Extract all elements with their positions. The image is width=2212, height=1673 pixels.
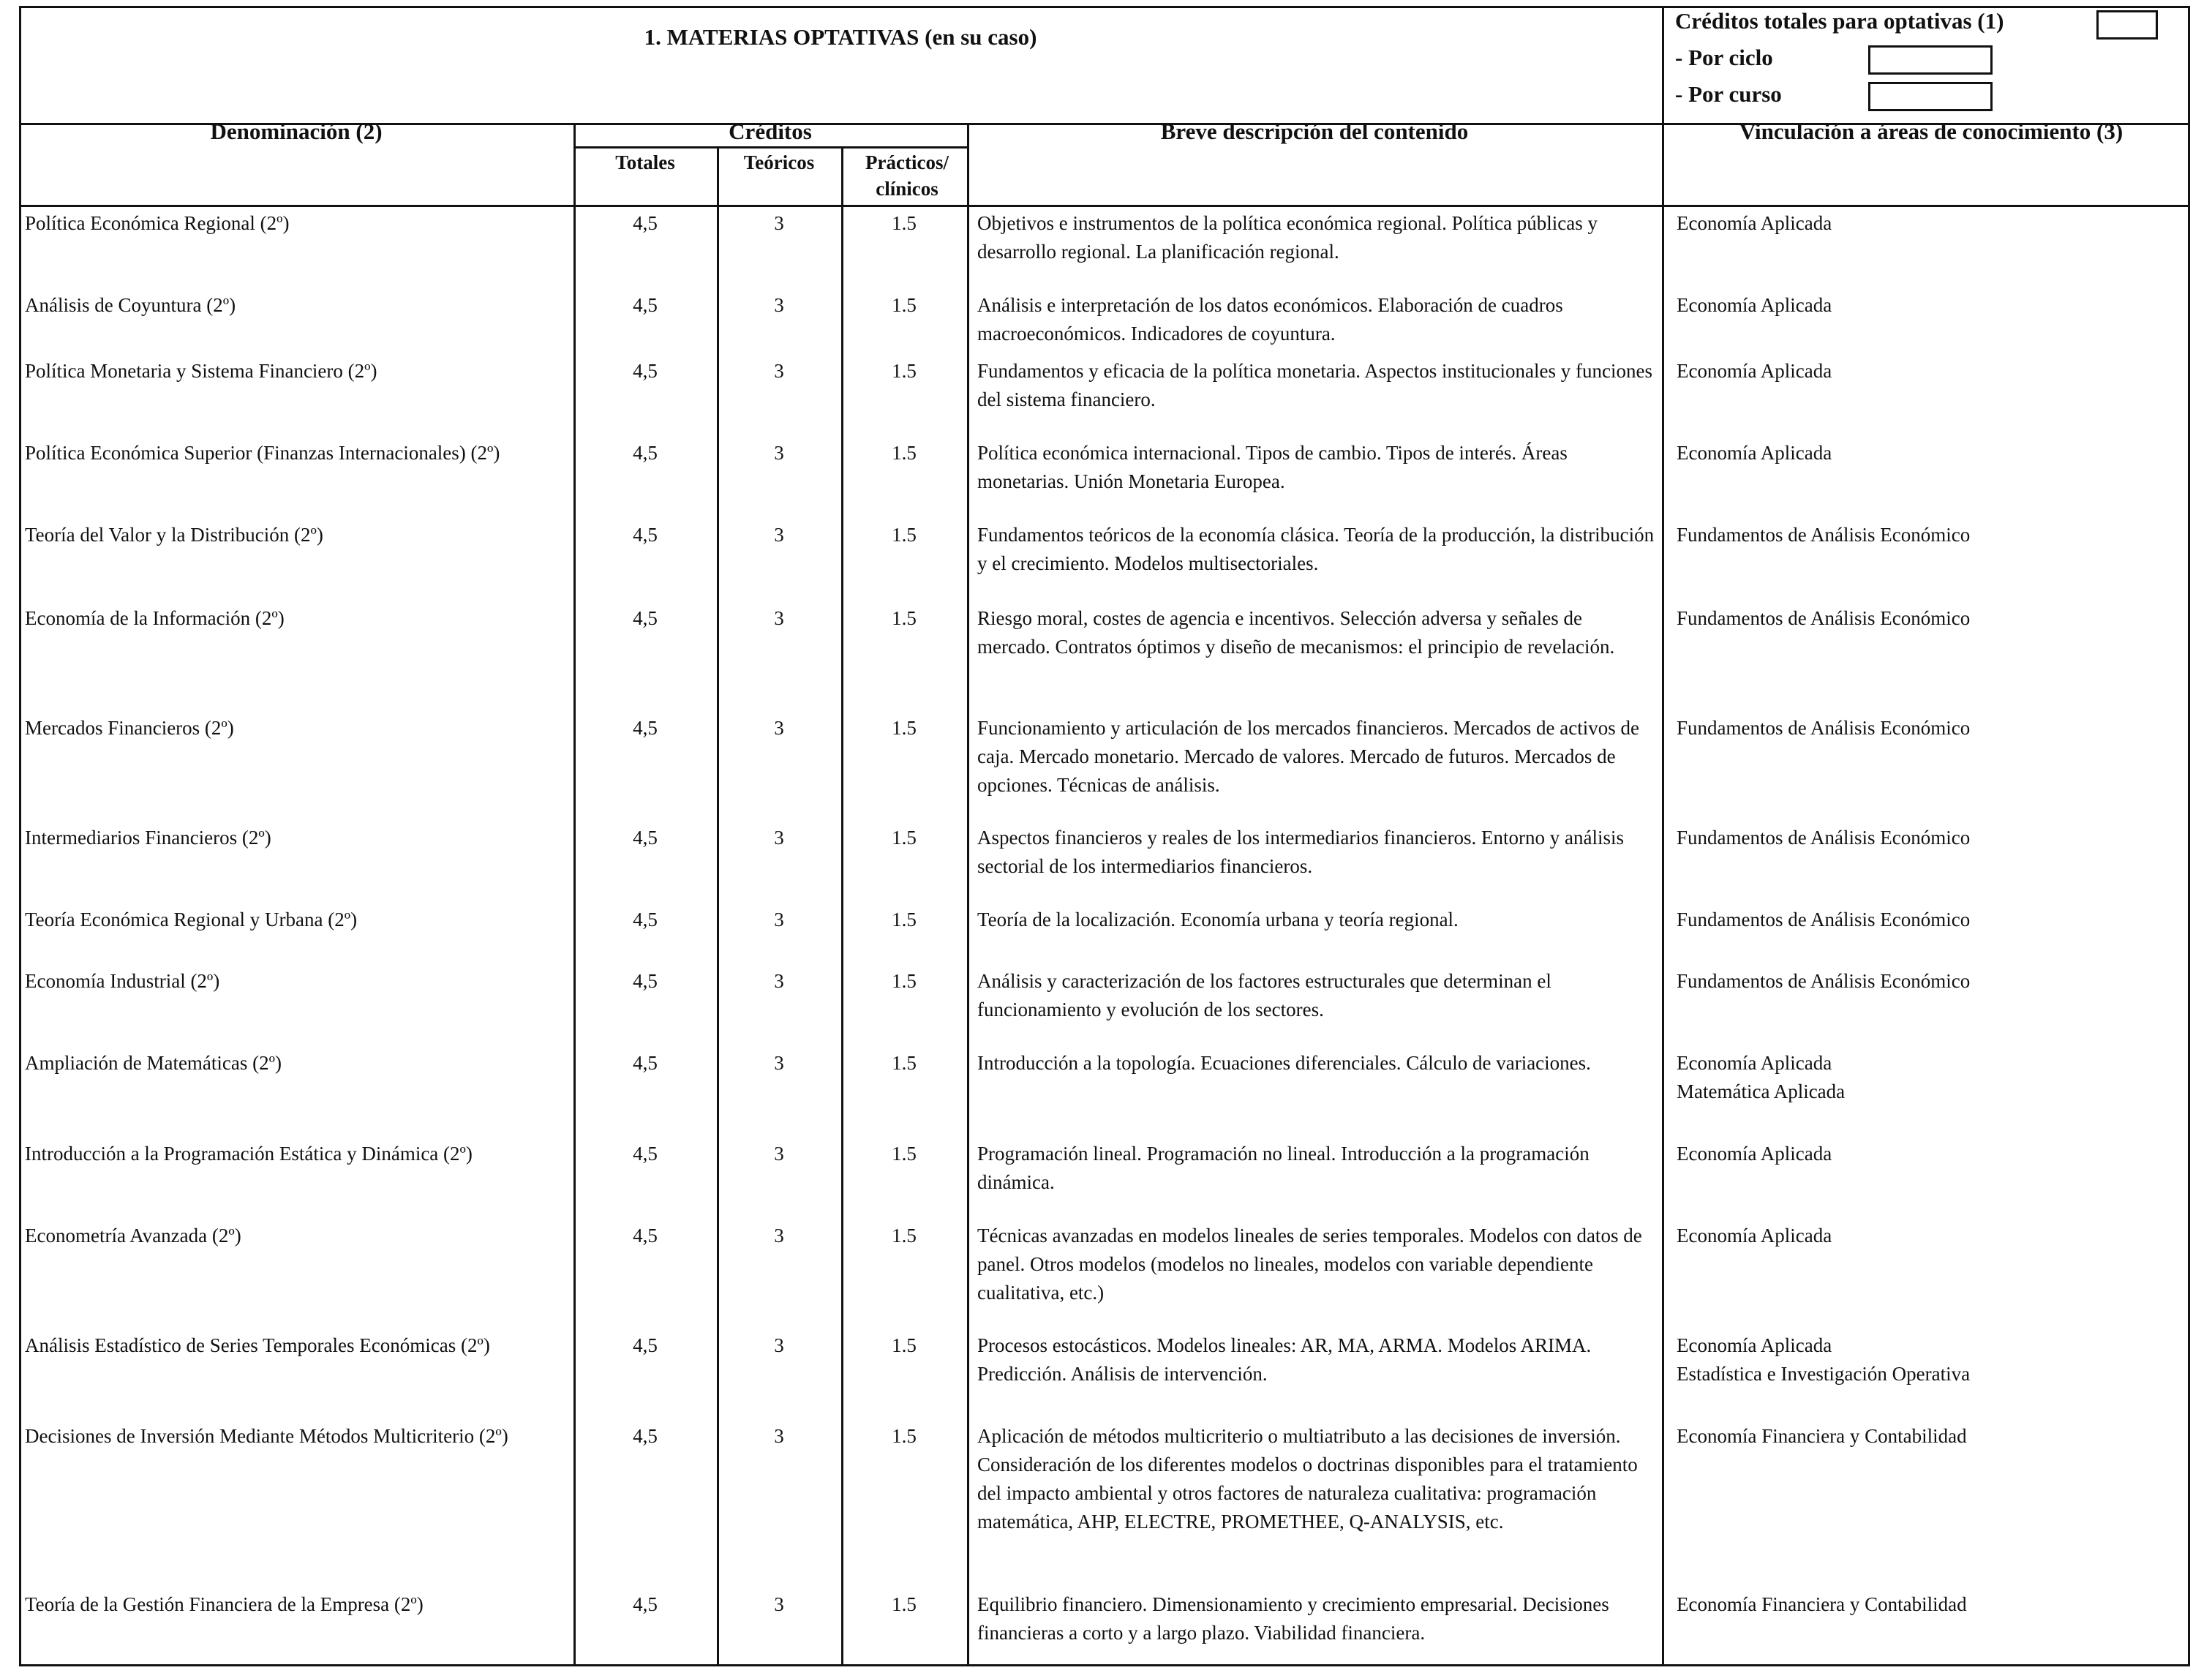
row-5-practicos: 1.5 (892, 524, 917, 546)
row-11-desc: Introducción a la topología. Ecuaciones diferenciales. Cálculo de variaciones. (977, 1052, 1591, 1074)
row-15-practicos: 1.5 (892, 1425, 917, 1447)
row-14-area: Economía Aplicada Estadística e Investigación Operativa (1677, 1334, 1971, 1385)
col-header-descripcion: Breve descripción del contenido (1160, 119, 1469, 144)
row-1-name: Política Económica Regional (2º) (25, 212, 290, 234)
row-3-area: Economía Aplicada (1677, 360, 1832, 382)
row-10-teoricos: 3 (774, 970, 784, 992)
row-8-practicos: 1.5 (892, 827, 917, 849)
row-5-teoricos: 3 (774, 524, 784, 546)
row-13-area: Economía Aplicada (1677, 1225, 1832, 1247)
row-16-area: Economía Financiera y Contabilidad (1677, 1593, 1967, 1615)
row-5-name: Teoría del Valor y la Distribución (2º) (25, 524, 323, 546)
row-16-teoricos: 3 (774, 1593, 784, 1615)
row-14-teoricos: 3 (774, 1334, 784, 1356)
row-11-name: Ampliación de Matemáticas (2º) (25, 1052, 282, 1074)
col-header-creditos: Créditos (729, 119, 812, 144)
row-6-name: Economía de la Información (2º) (25, 607, 285, 629)
por-curso-field[interactable] (1868, 82, 1993, 111)
row-11-teoricos: 3 (774, 1052, 784, 1074)
row-13-teoricos: 3 (774, 1225, 784, 1247)
row-10-totales: 4,5 (633, 970, 658, 992)
row-3-desc: Fundamentos y eficacia de la política monetaria. Aspectos institucionales y funciones del sistema financiero. (977, 360, 1652, 410)
row-13-totales: 4,5 (633, 1225, 658, 1247)
row-2-totales: 4,5 (633, 294, 658, 316)
row-15-name: Decisiones de Inversión Mediante Métodos Multicriterio (2º) (25, 1425, 508, 1447)
row-7-name: Mercados Financieros (2º) (25, 717, 234, 739)
row-9-desc: Teoría de la localización. Economía urbana y teoría regional. (977, 909, 1459, 931)
row-3-name: Política Monetaria y Sistema Financiero (2º) (25, 360, 377, 382)
row-14-name: Análisis Estadístico de Series Temporales Económicas (2º) (25, 1334, 490, 1356)
row-5-desc: Fundamentos teóricos de la economía clásica. Teoría de la producción, la distribución y el crecimiento. Modelos multisectoriales. (977, 524, 1655, 574)
row-9-practicos: 1.5 (892, 909, 917, 931)
col-header-denominacion: Denominación (2) (210, 119, 383, 144)
row-4-name: Política Económica Superior (Finanzas Internacionales) (2º) (25, 442, 500, 464)
row-8-teoricos: 3 (774, 827, 784, 849)
row-4-desc: Política económica internacional. Tipos de cambio. Tipos de interés. Áreas monetarias. Unión Monetaria Europea. (977, 442, 1568, 492)
row-8-totales: 4,5 (633, 827, 658, 849)
row-12-totales: 4,5 (633, 1143, 658, 1165)
por-ciclo-label: - Por ciclo (1675, 45, 1773, 70)
row-11-practicos: 1.5 (892, 1052, 917, 1074)
row-13-practicos: 1.5 (892, 1225, 917, 1247)
row-6-teoricos: 3 (774, 607, 784, 629)
row-9-area: Fundamentos de Análisis Económico (1677, 909, 1971, 931)
row-13-name: Econometría Avanzada (2º) (25, 1225, 241, 1247)
row-11-totales: 4,5 (633, 1052, 658, 1074)
row-1-desc: Objetivos e instrumentos de la política económica regional. Política públicas y desarrollo regional. La planificación regional. (977, 212, 1598, 263)
row-6-practicos: 1.5 (892, 607, 917, 629)
row-5-totales: 4,5 (633, 524, 658, 546)
row-6-totales: 4,5 (633, 607, 658, 629)
row-16-desc: Equilibrio financiero. Dimensionamiento y crecimiento empresarial. Decisiones financieras a corto y a largo plazo. Viabilidad financiera. (977, 1593, 1609, 1644)
row-1-area: Economía Aplicada (1677, 212, 1832, 234)
col-header-vinculacion: Vinculación a áreas de conocimiento (3) (1739, 119, 2123, 144)
row-4-teoricos: 3 (774, 442, 784, 464)
row-4-totales: 4,5 (633, 442, 658, 464)
row-2-desc: Análisis e interpretación de los datos económicos. Elaboración de cuadros macroeconómicos. Indicadores de coyuntura. (977, 294, 1563, 345)
row-9-name: Teoría Económica Regional y Urbana (2º) (25, 909, 358, 931)
row-2-name: Análisis de Coyuntura (2º) (25, 294, 236, 316)
row-12-teoricos: 3 (774, 1143, 784, 1165)
row-3-teoricos: 3 (774, 360, 784, 382)
row-4-practicos: 1.5 (892, 442, 917, 464)
row-7-practicos: 1.5 (892, 717, 917, 739)
por-curso-label: - Por curso (1675, 81, 1782, 107)
row-16-totales: 4,5 (633, 1593, 658, 1615)
row-14-practicos: 1.5 (892, 1334, 917, 1356)
row-5-area: Fundamentos de Análisis Económico (1677, 524, 1971, 546)
row-6-area: Fundamentos de Análisis Económico (1677, 607, 1971, 629)
row-2-area: Economía Aplicada (1677, 294, 1832, 316)
row-1-totales: 4,5 (633, 212, 658, 234)
column-header-divider (19, 205, 2190, 207)
row-10-name: Economía Industrial (2º) (25, 970, 220, 992)
row-15-desc: Aplicación de métodos multicriterio o multiatributo a las decisiones de inversión. Consideración de los diferentes modelos o doctrinas disponibles para el tratamiento del impacto ambiental y otros factores de naturaleza cualitativa: programación matemática, AHP, ELECTRE, PROMETHEE, Q-ANALYSIS, etc. (977, 1425, 1638, 1533)
row-10-desc: Análisis y caracterización de los factores estructurales que determinan el funcionamiento y evolución de los sectores. (977, 970, 1551, 1020)
row-15-totales: 4,5 (633, 1425, 658, 1447)
col-divider-desc (1662, 123, 1664, 1666)
row-14-desc: Procesos estocásticos. Modelos lineales: AR, MA, ARMA. Modelos ARIMA. Predicción. Análisis de intervención. (977, 1334, 1592, 1385)
col-divider-practicos (967, 123, 969, 1666)
row-1-teoricos: 3 (774, 212, 784, 234)
row-8-desc: Aspectos financieros y reales de los intermediarios financieros. Entorno y análisis sectorial de los intermediarios financieros. (977, 827, 1624, 877)
row-12-desc: Programación lineal. Programación no lineal. Introducción a la programación dinámica. (977, 1143, 1590, 1193)
row-2-practicos: 1.5 (892, 294, 917, 316)
row-10-practicos: 1.5 (892, 970, 917, 992)
row-7-desc: Funcionamiento y articulación de los mercados financieros. Mercados de activos de caja. Mercado monetario. Mercado de valores. Mercado de futuros. Mercados de opciones. Técnicas de análisis. (977, 717, 1639, 796)
row-8-name: Intermediarios Financieros (2º) (25, 827, 271, 849)
credits-total-field[interactable] (2096, 10, 2158, 40)
row-1-practicos: 1.5 (892, 212, 917, 234)
row-6-desc: Riesgo moral, costes de agencia e incentivos. Selección adversa y señales de mercado. Contratos óptimos y diseño de mecanismos: el principio de revelación. (977, 607, 1615, 658)
row-7-teoricos: 3 (774, 717, 784, 739)
row-7-totales: 4,5 (633, 717, 658, 739)
header-right-divider (1662, 6, 1664, 123)
col-header-practicos: Prácticos/ clínicos (865, 151, 949, 200)
row-3-totales: 4,5 (633, 360, 658, 382)
row-2-teoricos: 3 (774, 294, 784, 316)
creditos-subdivider (573, 146, 967, 148)
row-12-name: Introducción a la Programación Estática y Dinámica (2º) (25, 1143, 473, 1165)
row-12-area: Economía Aplicada (1677, 1143, 1832, 1165)
row-3-practicos: 1.5 (892, 360, 917, 382)
row-13-desc: Técnicas avanzadas en modelos lineales de series temporales. Modelos con datos de panel. Otros modelos (modelos no lineales, modelos con variable dependiente cualitativa, etc.) (977, 1225, 1642, 1304)
row-7-area: Fundamentos de Análisis Económico (1677, 717, 1971, 739)
row-14-totales: 4,5 (633, 1334, 658, 1356)
col-header-totales: Totales (615, 151, 675, 173)
row-15-area: Economía Financiera y Contabilidad (1677, 1425, 1967, 1447)
row-10-area: Fundamentos de Análisis Económico (1677, 970, 1971, 992)
col-header-teoricos: Teóricos (743, 151, 815, 173)
row-16-name: Teoría de la Gestión Financiera de la Empresa (2º) (25, 1593, 424, 1615)
row-9-totales: 4,5 (633, 909, 658, 931)
row-15-teoricos: 3 (774, 1425, 784, 1447)
credits-total-label: Créditos totales para optativas (1) (1675, 8, 2004, 34)
row-8-area: Fundamentos de Análisis Económico (1677, 827, 1971, 849)
por-ciclo-field[interactable] (1868, 45, 1993, 75)
section-title: 1. MATERIAS OPTATIVAS (en su caso) (644, 24, 1037, 50)
row-9-teoricos: 3 (774, 909, 784, 931)
row-12-practicos: 1.5 (892, 1143, 917, 1165)
row-16-practicos: 1.5 (892, 1593, 917, 1615)
row-11-area: Economía Aplicada Matemática Aplicada (1677, 1052, 1846, 1102)
row-4-area: Economía Aplicada (1677, 442, 1832, 464)
